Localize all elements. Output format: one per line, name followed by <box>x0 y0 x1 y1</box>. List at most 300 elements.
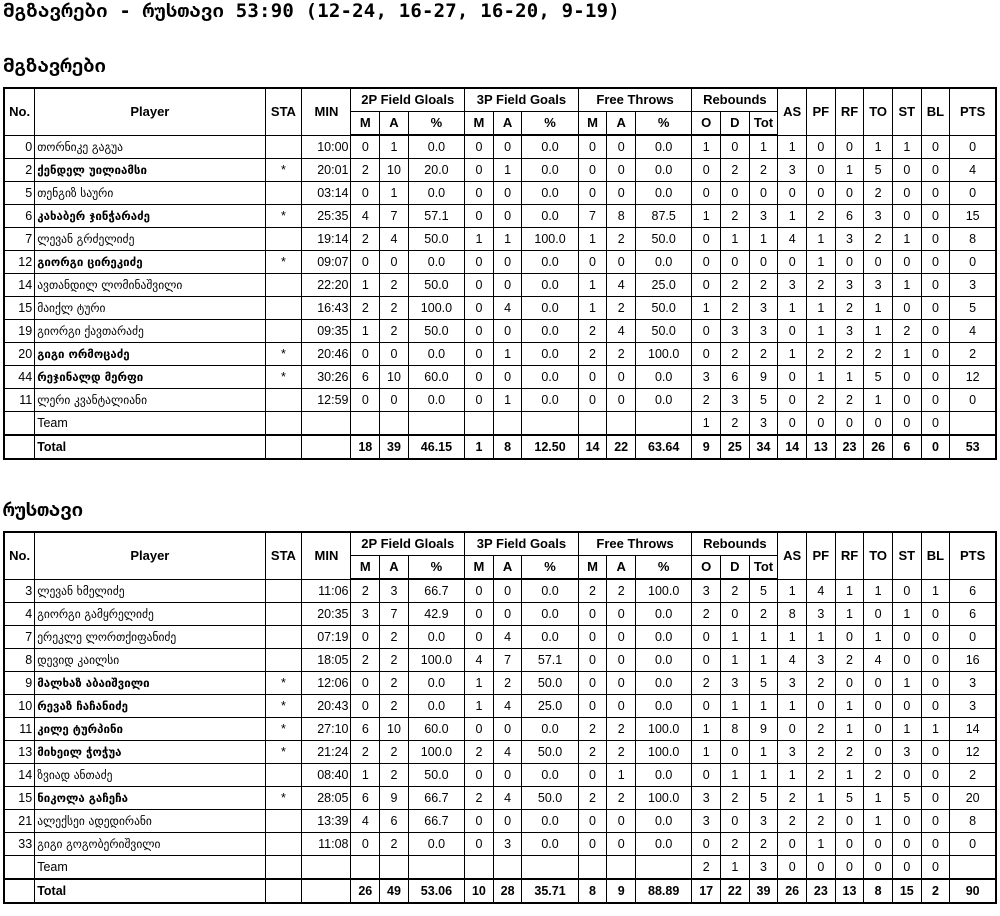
minutes: 30:26 <box>302 366 351 389</box>
stat-p2: 100.0 <box>408 649 464 672</box>
stat-pf: 2 <box>807 764 836 787</box>
minutes: 10:00 <box>302 135 351 159</box>
stat-pts: 0 <box>950 182 996 205</box>
stat-a2: 2 <box>380 649 409 672</box>
col-header-to: TO <box>864 532 893 579</box>
stat-mf: 0 <box>578 389 607 412</box>
player-name: ქენდელ უილიამსი <box>35 159 265 182</box>
col-header-sta: STA <box>265 88 302 135</box>
stat-pts: 0 <box>950 626 996 649</box>
starter-mark <box>265 182 302 205</box>
stat-t: 5 <box>749 672 778 695</box>
stat-st: 3 <box>892 741 921 764</box>
stat-p2: 50.0 <box>408 274 464 297</box>
col-header-pf: PF <box>807 532 836 579</box>
stat-p3: 57.1 <box>522 649 578 672</box>
col-header-no: No. <box>4 532 35 579</box>
stat-bl: 0 <box>921 228 950 251</box>
stat-p2: 20.0 <box>408 159 464 182</box>
stat-pf: 0.0 <box>636 389 692 412</box>
stat-p2: 60.0 <box>408 718 464 741</box>
stat-p3: 0.0 <box>522 251 578 274</box>
stat-o: 1 <box>692 135 721 159</box>
stat-st: 2 <box>892 320 921 343</box>
total-t: 34 <box>749 435 778 459</box>
stat-o: 1 <box>692 205 721 228</box>
stat-m2: 4 <box>351 810 380 833</box>
stat-to: 2 <box>864 182 893 205</box>
stat-d: 2 <box>721 343 750 366</box>
stat-a2: 7 <box>380 603 409 626</box>
stat-to: 1 <box>864 626 893 649</box>
starter-mark: * <box>265 205 302 228</box>
stat-o: 1 <box>692 297 721 320</box>
stat-m2: 0 <box>351 695 380 718</box>
stat-m3: 0 <box>465 833 494 856</box>
stat-d: 0 <box>721 182 750 205</box>
col-subheader-pct: % <box>408 112 464 136</box>
stat-o: 0 <box>692 649 721 672</box>
stat-rf: 6 <box>835 205 864 228</box>
stat-af: 0 <box>607 135 636 159</box>
stat-o: 0 <box>692 695 721 718</box>
player-row <box>4 274 996 297</box>
stat-to: 3 <box>864 205 893 228</box>
stat-as: 0 <box>778 320 807 343</box>
total-pf: 63.64 <box>636 435 692 459</box>
stat-pf: 87.5 <box>636 205 692 228</box>
player-row <box>4 366 996 389</box>
stat-as: 1 <box>778 626 807 649</box>
player-name: ალექსეი ადედირანი <box>35 810 265 833</box>
stat-to: 1 <box>864 389 893 412</box>
stat-mf: 2 <box>578 787 607 810</box>
stat-p2: 100.0 <box>408 297 464 320</box>
stat-rf: 1 <box>835 695 864 718</box>
stat-d: 1 <box>721 695 750 718</box>
minutes: 25:35 <box>302 205 351 228</box>
minutes: 27:10 <box>302 718 351 741</box>
player-row <box>4 695 996 718</box>
stat-as: 1 <box>778 579 807 603</box>
stat-to: 0 <box>864 695 893 718</box>
stat-t: 3 <box>749 320 778 343</box>
col-subheader-pct: % <box>408 556 464 580</box>
player-row <box>4 603 996 626</box>
stat-a3: 0 <box>493 251 522 274</box>
stat-pts: 20 <box>950 787 996 810</box>
stat-o: 0 <box>692 764 721 787</box>
col-header-no: No. <box>4 88 35 135</box>
stat-a2: 0 <box>380 251 409 274</box>
stat-o: 3 <box>692 366 721 389</box>
stat-to: 1 <box>864 787 893 810</box>
stat-bl: 0 <box>921 649 950 672</box>
stat-bl: 0 <box>921 343 950 366</box>
col-header-bl: BL <box>921 88 950 135</box>
col-header-player: Player <box>35 532 265 579</box>
stat-as: 0 <box>778 718 807 741</box>
stat-pf: 0.0 <box>636 251 692 274</box>
col-subheader-attempted: A <box>493 556 522 580</box>
stat-rf: 1 <box>835 159 864 182</box>
player-name: გიორგი გამყრელიძე <box>35 603 265 626</box>
player-name: ზვიად ანთაძე <box>35 764 265 787</box>
stat-mf: 0 <box>578 182 607 205</box>
stat-as: 3 <box>778 159 807 182</box>
player-name: კილე ტურპინი <box>35 718 265 741</box>
stat-m2: 6 <box>351 366 380 389</box>
stat-as: 0 <box>778 856 807 880</box>
minutes: 11:08 <box>302 833 351 856</box>
player-number: 7 <box>4 626 35 649</box>
starter-mark <box>265 135 302 159</box>
starter-mark <box>265 626 302 649</box>
col-subheader-attempted: A <box>380 556 409 580</box>
stat-bl: 0 <box>921 366 950 389</box>
stat-mf: 2 <box>578 741 607 764</box>
stat-p2: 50.0 <box>408 764 464 787</box>
stat-o: 0 <box>692 159 721 182</box>
col-subheader-def: D <box>721 556 750 580</box>
stat-m2: 1 <box>351 274 380 297</box>
stat-o: 0 <box>692 320 721 343</box>
stat-as: 0 <box>778 412 807 436</box>
stat-pf: 0.0 <box>636 672 692 695</box>
total-label: Total <box>35 879 265 903</box>
player-number: 12 <box>4 251 35 274</box>
stat-af: 0 <box>607 366 636 389</box>
player-row <box>4 672 996 695</box>
player-name: გიგი ორმოცაძე <box>35 343 265 366</box>
col-subheader-pct: % <box>636 556 692 580</box>
stat-p2: 100.0 <box>408 741 464 764</box>
stat-a3: 1 <box>493 343 522 366</box>
stat-o: 2 <box>692 603 721 626</box>
stat-p2: 57.1 <box>408 205 464 228</box>
stat-pts: 14 <box>950 718 996 741</box>
stat-p3: 0.0 <box>522 320 578 343</box>
stat-bl: 0 <box>921 251 950 274</box>
stat-m3: 0 <box>465 764 494 787</box>
total-p3: 12.50 <box>522 435 578 459</box>
stat-t: 1 <box>749 135 778 159</box>
stat-a2: 1 <box>380 135 409 159</box>
stat-a2: 2 <box>380 626 409 649</box>
stat-a2: 2 <box>380 833 409 856</box>
col-header-st: ST <box>892 88 921 135</box>
stat-d: 6 <box>721 366 750 389</box>
player-number: 15 <box>4 787 35 810</box>
col-subheader-pct: % <box>522 556 578 580</box>
stat-pf: 2 <box>807 274 836 297</box>
stat-p3: 0.0 <box>522 764 578 787</box>
stat-m2: 2 <box>351 159 380 182</box>
stat-p2: 0.0 <box>408 251 464 274</box>
stat-a2: 2 <box>380 274 409 297</box>
stat-t: 3 <box>749 412 778 436</box>
player-name: თენგიზ საური <box>35 182 265 205</box>
stat-d: 2 <box>721 787 750 810</box>
stat-d: 1 <box>721 764 750 787</box>
total-st: 15 <box>892 879 921 903</box>
col-header-sta: STA <box>265 532 302 579</box>
stat-rf: 2 <box>835 297 864 320</box>
stat-st: 0 <box>892 833 921 856</box>
col-header-ft: Free Throws <box>578 532 692 556</box>
stat-rf: 3 <box>835 228 864 251</box>
stat-d: 3 <box>721 320 750 343</box>
player-number: 8 <box>4 649 35 672</box>
stat-to: 0 <box>864 833 893 856</box>
col-header-player: Player <box>35 88 265 135</box>
minutes: 20:43 <box>302 695 351 718</box>
total-m3: 10 <box>465 879 494 903</box>
stat-to: 3 <box>864 274 893 297</box>
total-pts: 53 <box>950 435 996 459</box>
stat-d: 2 <box>721 579 750 603</box>
stat-p3: 0.0 <box>522 205 578 228</box>
stat-pts: 0 <box>950 389 996 412</box>
stat-af: 2 <box>607 343 636 366</box>
stat-pf: 2 <box>807 810 836 833</box>
stat-a2: 0 <box>380 389 409 412</box>
player-name: გიორგი ცირეკიძე <box>35 251 265 274</box>
player-name: თორნიკე გაგუა <box>35 135 265 159</box>
player-number: 14 <box>4 764 35 787</box>
stat-p2: 66.7 <box>408 579 464 603</box>
col-subheader-made: M <box>351 112 380 136</box>
stat-pf: 0.0 <box>636 764 692 787</box>
stat-as: 2 <box>778 810 807 833</box>
stat-af: 0 <box>607 159 636 182</box>
stat-pts: 2 <box>950 764 996 787</box>
stat-to: 2 <box>864 343 893 366</box>
stat-m3: 1 <box>465 672 494 695</box>
stat-st: 0 <box>892 251 921 274</box>
minutes: 20:46 <box>302 343 351 366</box>
total-m2: 18 <box>351 435 380 459</box>
stat-pf: 0.0 <box>636 135 692 159</box>
box-score-table <box>3 531 997 904</box>
stat-pts: 6 <box>950 579 996 603</box>
stat-to: 0 <box>864 672 893 695</box>
col-subheader-attempted: A <box>607 556 636 580</box>
stat-bl: 0 <box>921 741 950 764</box>
stat-st: 0 <box>892 626 921 649</box>
stat-rf: 2 <box>835 741 864 764</box>
total-mf: 14 <box>578 435 607 459</box>
stat-m3: 2 <box>465 741 494 764</box>
starter-mark: * <box>265 251 302 274</box>
stat-p3: 0.0 <box>522 343 578 366</box>
stat-mf: 0 <box>578 159 607 182</box>
stat-st: 0 <box>892 695 921 718</box>
stat-rf: 1 <box>835 764 864 787</box>
stat-rf: 0 <box>835 833 864 856</box>
stat-p2: 0.0 <box>408 343 464 366</box>
player-row <box>4 764 996 787</box>
stat-pf: 25.0 <box>636 274 692 297</box>
stat-m2: 6 <box>351 718 380 741</box>
minutes: 19:14 <box>302 228 351 251</box>
starter-mark: * <box>265 672 302 695</box>
starter-mark <box>265 228 302 251</box>
player-row <box>4 718 996 741</box>
stat-a3: 1 <box>493 159 522 182</box>
stat-pf: 1 <box>807 228 836 251</box>
stat-to: 0 <box>864 603 893 626</box>
team-row <box>4 412 996 436</box>
stat-m3: 0 <box>465 274 494 297</box>
player-row <box>4 182 996 205</box>
stat-m3: 0 <box>465 182 494 205</box>
stat-o: 1 <box>692 412 721 436</box>
player-name: მალხაზ აბაიშვილი <box>35 672 265 695</box>
stat-af: 0 <box>607 626 636 649</box>
stat-a3: 4 <box>493 626 522 649</box>
stat-af: 1 <box>607 764 636 787</box>
col-header-min: MIN <box>302 88 351 135</box>
stat-st: 0 <box>892 579 921 603</box>
stat-st: 5 <box>892 787 921 810</box>
stat-pts: 12 <box>950 366 996 389</box>
stat-p3: 0.0 <box>522 274 578 297</box>
stat-d: 2 <box>721 833 750 856</box>
total-as: 14 <box>778 435 807 459</box>
stat-t: 5 <box>749 389 778 412</box>
stat-af: 2 <box>607 579 636 603</box>
stat-as: 3 <box>778 672 807 695</box>
stat-a3: 2 <box>493 672 522 695</box>
stat-m2: 1 <box>351 764 380 787</box>
stat-p3: 0.0 <box>522 159 578 182</box>
player-number: 21 <box>4 810 35 833</box>
stat-p3: 0.0 <box>522 810 578 833</box>
stat-o: 0 <box>692 626 721 649</box>
stat-bl: 0 <box>921 412 950 436</box>
minutes: 13:39 <box>302 810 351 833</box>
stat-p2: 0.0 <box>408 182 464 205</box>
stat-pf: 0 <box>807 412 836 436</box>
total-pf: 23 <box>807 879 836 903</box>
total-o: 9 <box>692 435 721 459</box>
col-subheader-pct: % <box>522 112 578 136</box>
stat-st: 0 <box>892 810 921 833</box>
stat-m3: 0 <box>465 718 494 741</box>
player-number: 10 <box>4 695 35 718</box>
col-header-to: TO <box>864 88 893 135</box>
player-row <box>4 297 996 320</box>
stat-rf: 1 <box>835 366 864 389</box>
total-d: 22 <box>721 879 750 903</box>
stat-st: 1 <box>892 343 921 366</box>
player-row <box>4 228 996 251</box>
stat-m2: 0 <box>351 182 380 205</box>
stat-to: 4 <box>864 649 893 672</box>
stat-bl: 0 <box>921 764 950 787</box>
stat-pf: 0.0 <box>636 833 692 856</box>
stat-rf: 2 <box>835 343 864 366</box>
player-number: 15 <box>4 297 35 320</box>
stat-pf: 2 <box>807 741 836 764</box>
stat-af: 0 <box>607 810 636 833</box>
stat-p2: 50.0 <box>408 320 464 343</box>
stat-pts: 0 <box>950 833 996 856</box>
player-number: 44 <box>4 366 35 389</box>
stat-o: 0 <box>692 274 721 297</box>
player-row <box>4 135 996 159</box>
stat-a3: 0 <box>493 764 522 787</box>
col-subheader-attempted: A <box>607 112 636 136</box>
stat-m3: 0 <box>465 320 494 343</box>
stat-as: 1 <box>778 297 807 320</box>
total-m3: 1 <box>465 435 494 459</box>
stat-o: 0 <box>692 833 721 856</box>
stat-p2: 0.0 <box>408 389 464 412</box>
stat-t: 3 <box>749 856 778 880</box>
starter-mark: * <box>265 718 302 741</box>
player-name: ნიკოლა გაჩეჩა <box>35 787 265 810</box>
col-subheader-attempted: A <box>380 112 409 136</box>
stat-af: 0 <box>607 251 636 274</box>
stat-a3: 0 <box>493 579 522 603</box>
box-score-table <box>3 87 997 460</box>
minutes: 12:06 <box>302 672 351 695</box>
stat-o: 3 <box>692 810 721 833</box>
stat-mf: 0 <box>578 695 607 718</box>
stat-pf: 2 <box>807 343 836 366</box>
stat-mf: 0 <box>578 366 607 389</box>
stat-pf: 100.0 <box>636 343 692 366</box>
stat-t: 1 <box>749 626 778 649</box>
total-pf: 13 <box>807 435 836 459</box>
stat-rf: 0 <box>835 810 864 833</box>
stat-pts: 4 <box>950 320 996 343</box>
stat-pf: 50.0 <box>636 228 692 251</box>
col-subheader-tot: Tot <box>749 556 778 580</box>
total-a3: 28 <box>493 879 522 903</box>
player-number: 11 <box>4 718 35 741</box>
stat-mf: 2 <box>578 718 607 741</box>
team-heading: რუსთავი <box>3 499 84 521</box>
stat-as: 0 <box>778 389 807 412</box>
stat-st: 1 <box>892 672 921 695</box>
stat-t: 3 <box>749 297 778 320</box>
stat-st: 0 <box>892 159 921 182</box>
stat-mf: 0 <box>578 135 607 159</box>
stat-a3: 0 <box>493 205 522 228</box>
player-row <box>4 741 996 764</box>
total-a3: 8 <box>493 435 522 459</box>
stat-pf: 3 <box>807 649 836 672</box>
player-number: 20 <box>4 343 35 366</box>
stat-t: 9 <box>749 366 778 389</box>
stat-to: 0 <box>864 412 893 436</box>
player-number: 4 <box>4 603 35 626</box>
player-name: ლევან გრძელიძე <box>35 228 265 251</box>
starter-mark <box>265 297 302 320</box>
stat-to: 1 <box>864 135 893 159</box>
player-row <box>4 787 996 810</box>
stat-d: 1 <box>721 626 750 649</box>
stat-bl: 1 <box>921 718 950 741</box>
stat-pf: 2 <box>807 205 836 228</box>
col-subheader-made: M <box>578 556 607 580</box>
stat-t: 2 <box>749 603 778 626</box>
stat-mf: 1 <box>578 297 607 320</box>
minutes: 16:43 <box>302 297 351 320</box>
